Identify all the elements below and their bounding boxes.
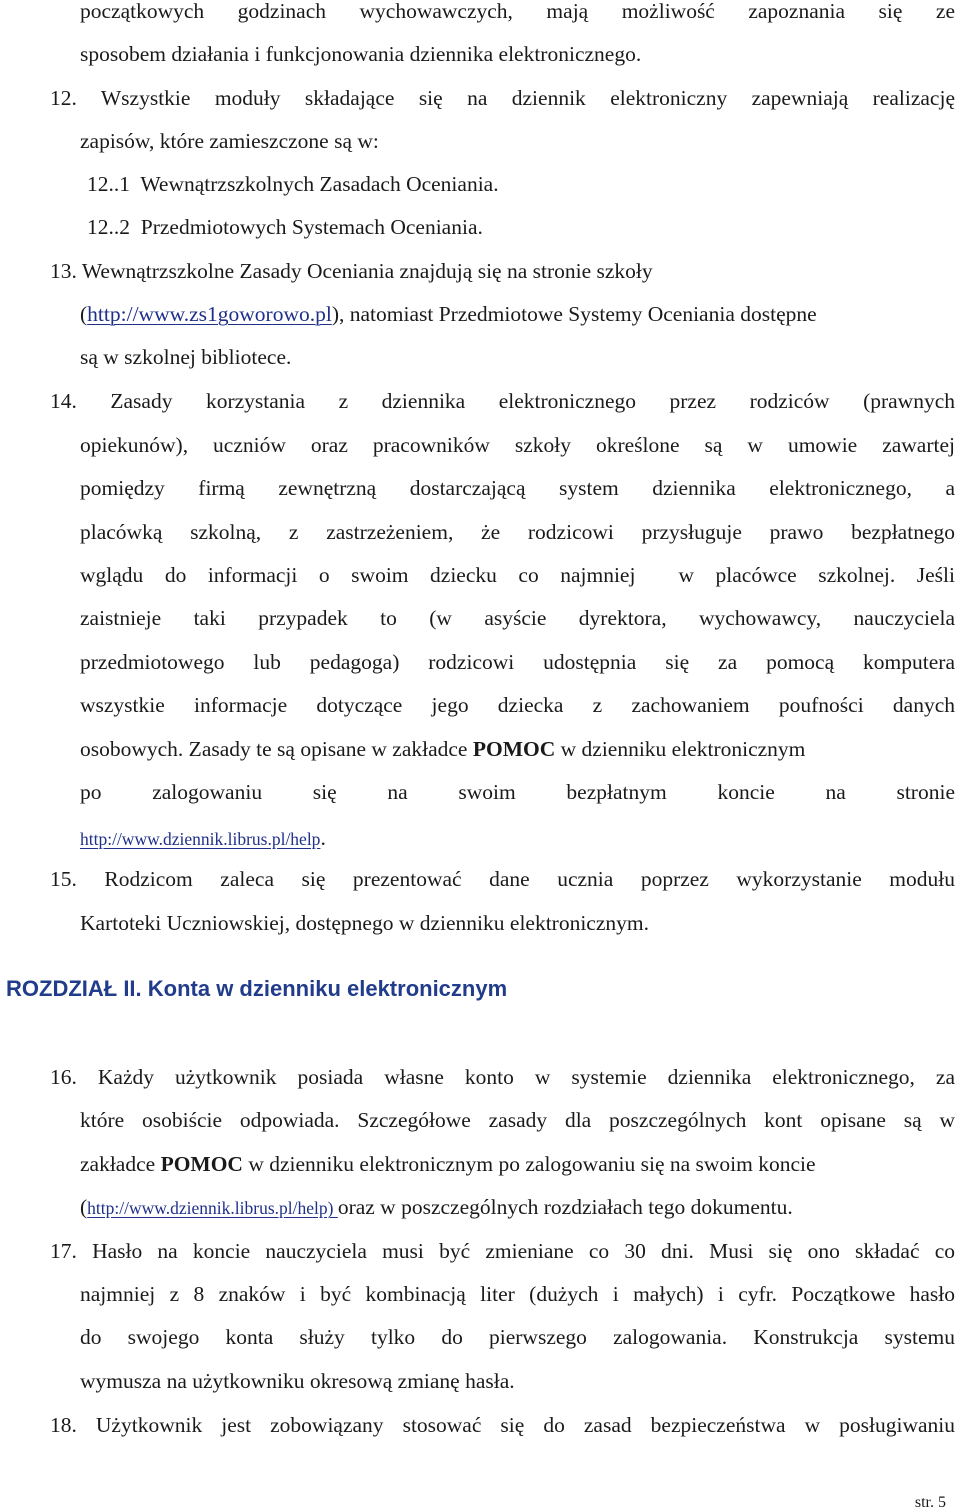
item-16-text: zakładce (80, 1152, 161, 1176)
item-14-line: przedmiotowego lub pedagoga) rodzicowi udostępnia się za pomocą komputera (80, 650, 955, 674)
item-16-line: 16. Każdy użytkownik posiada własne konto w systemie dziennika elektronicznego, za (50, 1065, 955, 1089)
item-14-line (80, 823, 326, 854)
item-14-line: pomiędzy firmą zewnętrzną dostarczającą system dziennika elektronicznego, a (80, 476, 955, 500)
item-14-text: osobowych. Zasady te są opisane w zakładce (80, 737, 473, 761)
item-13-line: 13. Wewnątrzszkolne Zasady Oceniania znajdują się na stronie szkoły (50, 259, 653, 283)
item-17-line: 17. Hasło na koncie nauczyciela musi być zmieniane co 30 dni. Musi się ono składać co (50, 1239, 955, 1263)
item-16-line (80, 1149, 816, 1179)
item-13-line: są w szkolnej bibliotece. (80, 345, 292, 369)
item-14-line: 14. Zasady korzystania z dziennika elektronicznego przez rodziców (prawnych (50, 389, 955, 413)
item-17-line: do swojego konta służy tylko do pierwszego zalogowania. Konstrukcja systemu (80, 1325, 955, 1349)
item-14-text: w dzienniku elektronicznym (555, 737, 806, 761)
pomoc-label: POMOC (472, 737, 556, 761)
item-14-line: wglądu do informacji o swoim dziecku co najmniej w placówce szkolnej. Jeśli (80, 563, 955, 587)
page-number: str. 5 (914, 1494, 946, 1511)
item-14-line: wszystkie informacje dotyczące jego dziecka z zachowaniem poufności danych (80, 693, 955, 717)
period: . (320, 826, 326, 850)
item-14-line: placówką szkolną, z zastrzeżeniem, że rodzicowi przysługuje prawo bezpłatnego (80, 520, 955, 544)
item-14-line: zaistnieje taki przypadek to (w asyście dyrektora, wychowawcy, nauczyciela (80, 606, 955, 630)
paren: ( (80, 1195, 88, 1219)
paragraph-line: sposobem działania i funkcjonowania dziennika elektronicznego. (80, 42, 642, 66)
item-13-text: ), natomiast Przedmiotowe Systemy Oceniania dostępne (331, 302, 817, 326)
subitem-12-2: 12..2 Przedmiotowych Systemach Oceniania. (87, 215, 483, 239)
subitem-12-1: 12..1 Wewnątrzszkolnych Zasadach Oceniania. (87, 172, 499, 196)
librus-help-link[interactable]: http://www.dziennik.librus.pl/help (80, 829, 321, 849)
pomoc-label: POMOC (160, 1152, 243, 1176)
item-16-line (80, 1192, 793, 1223)
item-14-line: opiekunów), uczniów oraz pracowników szkoły określone są w umowie zawartej (80, 433, 955, 457)
item-13-line (80, 299, 817, 329)
item-14-line: po zalogowaniu się na swoim bezpłatnym koncie na stronie (80, 780, 955, 804)
paragraph-line: początkowych godzinach wychowawczych, mają możliwość zapoznania się ze (80, 0, 955, 23)
item-18-line: 18. Użytkownik jest zobowiązany stosować się do zasad bezpieczeństwa w posługiwaniu (50, 1413, 955, 1437)
item-15-line: 15. Rodzicom zaleca się prezentować dane ucznia poprzez wykorzystanie modułu (50, 867, 955, 891)
item-15-line: Kartoteki Uczniowskiej, dostępnego w dzienniku elektronicznym. (80, 911, 649, 935)
librus-help-link[interactable]: http://www.dziennik.librus.pl/help) (87, 1198, 338, 1218)
school-website-link[interactable]: http://www.zs1goworowo.pl (87, 302, 332, 326)
item-12-line: 12. Wszystkie moduły składające się na dziennik elektroniczny zapewniają realizację (50, 86, 955, 110)
item-16-text: oraz w poszczególnych rozdziałach tego dokumentu. (337, 1195, 793, 1219)
chapter-heading: ROZDZIAŁ II. Konta w dzienniku elektronicznym (6, 976, 508, 1001)
item-16-text: w dzienniku elektronicznym po zalogowaniu się na swoim koncie (242, 1152, 816, 1176)
item-17-line: najmniej z 8 znaków i być kombinacją liter (dużych i małych) i cyfr. Początkowe hasło (80, 1282, 955, 1306)
item-12-line: zapisów, które zamieszczone są w: (80, 129, 379, 153)
item-16-line: które osobiście odpowiada. Szczegółowe zasady dla poszczególnych kont opisane są w (80, 1108, 955, 1132)
item-17-line: wymusza na użytkowniku okresową zmianę hasła. (80, 1369, 515, 1393)
paren: ( (80, 302, 88, 326)
item-14-line (80, 734, 805, 764)
